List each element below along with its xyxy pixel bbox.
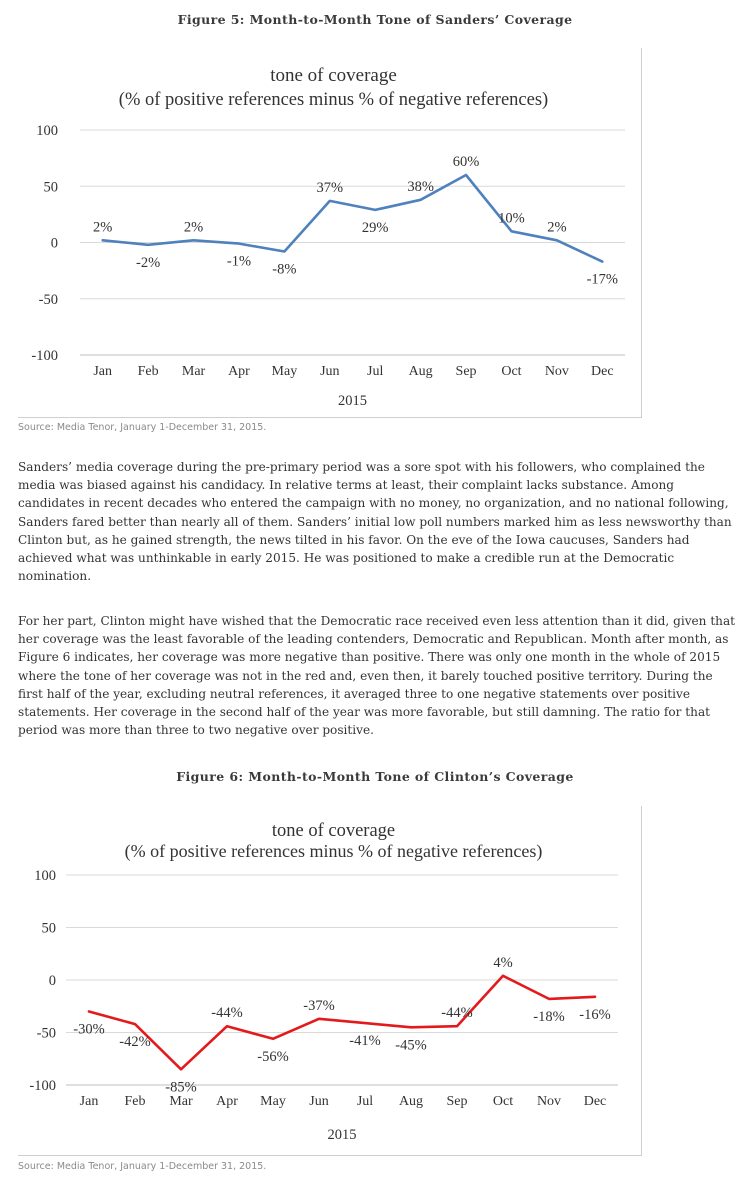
sanders-chart-title: tone of coverage [270,65,397,86]
sanders-x-tick-label: Jan [93,364,113,379]
sanders-y-tick-label: 50 [43,179,58,196]
sanders-x-tick-label: Jun [320,364,340,379]
clinton-y-tick-label: -100 [29,1078,56,1094]
clinton-chart-subtitle: (% of positive references minus % of negative references) [124,841,543,861]
sanders-x-tick-label: Feb [137,364,159,379]
clinton-x-tick-label: Sep [446,1094,468,1109]
clinton-x-tick-label: Oct [492,1094,514,1109]
clinton-data-label: -45% [395,1037,427,1054]
clinton-y-tick-label: 100 [34,868,56,884]
clinton-x-tick-label: Mar [169,1094,193,1109]
figure-5-source: Source: Media Tenor, January 1-December 31, 2015. [18,422,267,433]
clinton-chart-title: tone of coverage [271,821,396,841]
sanders-series-line [103,175,603,262]
clinton-data-label: -16% [579,1006,611,1023]
sanders-data-label: 60% [452,154,480,170]
sanders-x-tick-label: Mar [181,364,206,379]
sanders-chart [18,48,642,418]
clinton-data-label: -85% [165,1079,197,1096]
clinton-data-label: -42% [119,1034,151,1051]
sanders-chart-subtitle: (% of positive references minus % of negative references) [118,90,549,110]
figure-5-caption: Figure 5: Month-to-Month Tone of Sanders’ Coverage [177,12,573,27]
sanders-data-label: 38% [407,178,434,195]
sanders-data-label: -17% [586,271,619,288]
sanders-data-label: 29% [361,219,389,236]
clinton-data-label: -44% [441,1005,473,1022]
clinton-x-tick-label: Dec [583,1094,607,1109]
sanders-x-tick-label: Apr [228,364,250,379]
clinton-data-label: -56% [257,1048,289,1065]
clinton-x-tick-label: Apr [216,1094,238,1109]
clinton-data-label: -30% [73,1021,105,1038]
clinton-chart-svg [18,806,641,1155]
sanders-y-tick-label: -50 [38,291,58,308]
sanders-y-tick-label: 0 [50,235,58,252]
clinton-data-label: -41% [349,1033,381,1050]
clinton-x-tick-label: Aug [398,1094,424,1109]
clinton-data-label: -18% [533,1008,565,1025]
sanders-data-label: 2% [183,219,204,236]
sanders-data-label: 2% [93,219,113,236]
sanders-x-tick-label: Aug [408,364,433,379]
paragraph-clinton: For her part, Clinton might have wished that the Democratic race received even less attention than it did, given that her coverage was the least favorable of the leading contenders, Democratic and Republican. Month after month, as Figure 6 indicates, her coverage was more negative than positive. There was only one month in the whole of 2015 where the tone of her coverage was not in the red and, even then, it barely touched positive territory. During the first half of the year, excluding neutral references, it averaged three to one negative statements over positive statements. Her coverage in the second half of the year was more favorable, but still damning. The ratio for that period was more than three to two negative over positive. [18,614,736,738]
clinton-series-line [89,976,595,1070]
sanders-x-tick-label: Dec [591,364,614,379]
sanders-x-tick-label: Nov [544,364,569,379]
clinton-x-axis-title: 2015 [327,1127,357,1143]
sanders-data-label: -8% [272,261,297,278]
sanders-y-tick-label: -100 [31,348,58,364]
clinton-data-label: -44% [211,1005,243,1022]
clinton-x-tick-label: Nov [536,1094,562,1109]
clinton-y-tick-label: 0 [48,973,56,989]
clinton-data-label: -37% [303,997,335,1014]
clinton-x-tick-label: Jan [79,1094,99,1109]
paragraph-sanders: Sanders’ media coverage during the pre-primary period was a sore spot with his followers, who complained the media was biased against his candidacy. In relative terms at least, their complaint lacks substance. Among candidates in recent decades who entered the campaign with no money, no organization, and no national following, Sanders fared better than nearly all of them. Sanders’ initial low poll numbers marked him as less newsworthy than Clinton but, as he gained strength, the news tilted in his favor. On the eve of the Iowa caucuses, Sanders had achieved what was unthinkable in early 2015. He was positioned to make a credible run at the Democratic nomination. [18,460,732,584]
sanders-y-tick-label: 100 [36,123,58,139]
clinton-chart [18,806,642,1156]
sanders-x-tick-label: Sep [455,364,477,379]
clinton-x-tick-label: Jun [309,1094,329,1109]
sanders-data-label: 2% [547,219,567,236]
sanders-data-label: 37% [316,179,344,196]
clinton-data-label: 4% [493,954,513,971]
clinton-x-tick-label: Jul [356,1094,374,1109]
clinton-x-tick-label: Feb [124,1094,146,1109]
sanders-chart-svg [18,48,641,417]
figure-6-source: Source: Media Tenor, January 1-December 31, 2015. [18,1161,267,1172]
clinton-x-tick-label: May [260,1094,286,1109]
sanders-x-axis-title: 2015 [338,393,367,409]
sanders-x-tick-label: May [271,364,298,379]
figure-6-caption: Figure 6: Month-to-Month Tone of Clinton’s Coverage [176,769,574,784]
sanders-data-label: 10% [498,210,525,227]
clinton-y-tick-label: 50 [41,920,56,937]
sanders-data-label: -1% [226,253,252,270]
sanders-x-tick-label: Jul [367,364,384,379]
sanders-data-label: -2% [136,254,161,271]
clinton-y-tick-label: -50 [36,1025,56,1042]
sanders-x-tick-label: Oct [501,364,522,379]
